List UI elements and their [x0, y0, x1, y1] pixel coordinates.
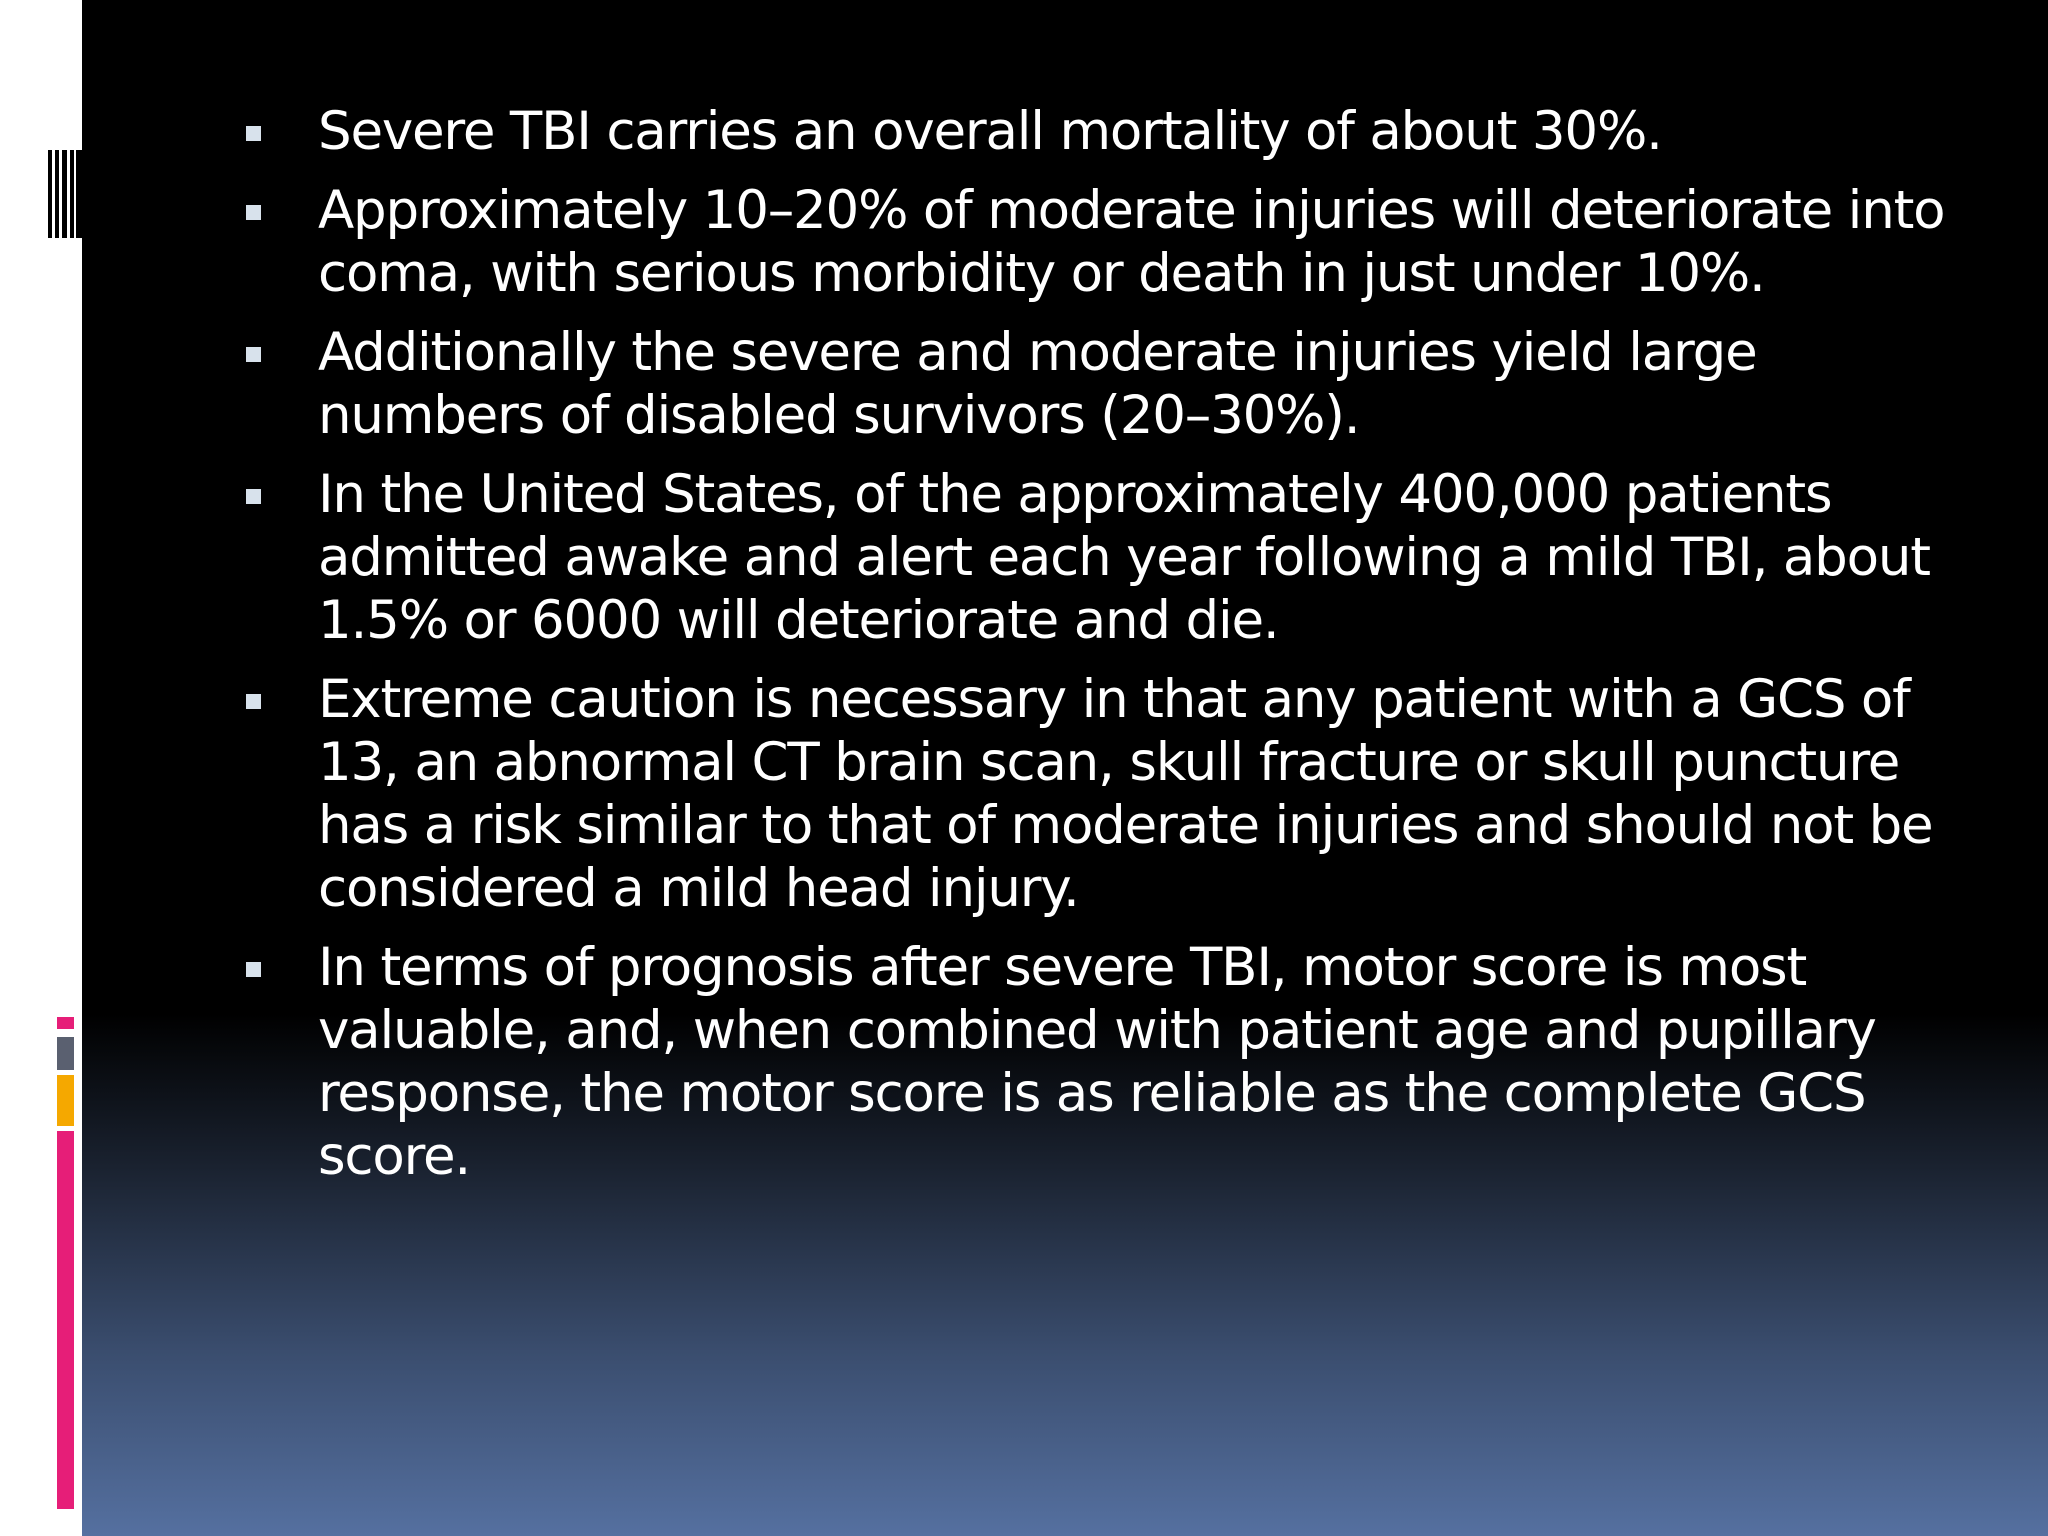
bullet-item-3 [0, 321, 2048, 447]
bullet-item-1 [0, 100, 2048, 163]
bullet-text: Extreme caution is necessary in that any patient with a GCS of 13, an abnormal CT brain scan, skull fracture or skull puncture has a risk similar to that of moderate injuries and should not be considered a mild head injury. [318, 669, 1933, 919]
bullet-item-2 [0, 179, 2048, 305]
square-bullet-icon [246, 694, 261, 709]
bullet-item-4 [0, 463, 2048, 652]
square-bullet-icon [246, 489, 261, 504]
bullet-text: In the United States, of the approximately 400,000 patients admitted awake and alert each year following a mild TBI, about 1.5% or 6000 will deteriorate and die. [318, 464, 1930, 651]
square-bullet-icon [246, 126, 261, 141]
bullet-list [0, 100, 2048, 1204]
bullet-text: Severe TBI carries an overall mortality of about 30%. [318, 101, 1662, 162]
bullet-text: Approximately 10–20% of moderate injuries will deteriorate into coma, with serious morbidity or death in just under 10%. [318, 180, 1945, 304]
bullet-item-6 [0, 936, 2048, 1188]
square-bullet-icon [246, 962, 261, 977]
square-bullet-icon [246, 205, 261, 220]
bullet-text: In terms of prognosis after severe TBI, motor score is most valuable, and, when combined with patient age and pupillary response, the motor score is as reliable as the complete GCS score. [318, 937, 1876, 1187]
bullet-item-5 [0, 668, 2048, 920]
square-bullet-icon [246, 347, 261, 362]
bullet-text: Additionally the severe and moderate injuries yield large numbers of disabled survivors (20–30%). [318, 322, 1757, 446]
